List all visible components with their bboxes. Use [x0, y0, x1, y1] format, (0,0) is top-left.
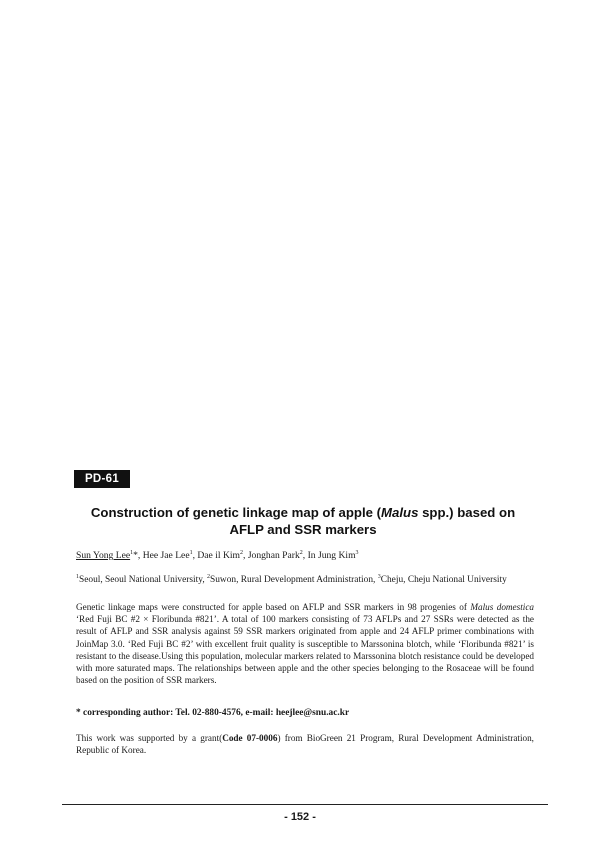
author-list: [76, 550, 359, 562]
author-affil-sup: 2: [240, 550, 244, 556]
author-affil-sup: 3: [355, 550, 359, 556]
author-name: Hee Jae Lee: [142, 550, 190, 561]
grant-code: Code 07-0006: [222, 733, 278, 743]
title-species: Malus: [381, 505, 419, 520]
title-part-2: spp.) based on AFLP and SSR markers: [229, 505, 516, 537]
author-affil-sup: 1: [130, 550, 134, 556]
author-separator: ,: [137, 550, 143, 561]
ack-text-post: ) from BioGreen 21 Program, Rural Development Administration, Republic of Korea.: [76, 733, 534, 756]
poster-id-badge: PD-61: [74, 470, 130, 488]
affiliation-list: [76, 574, 507, 586]
affiliation-sup: 3: [377, 574, 381, 580]
abstract-paragraph: [76, 601, 534, 686]
affiliation-sup: 1: [76, 574, 79, 580]
author-separator: ,: [302, 550, 308, 561]
paper-title: [74, 504, 532, 538]
author-affil-sup: 2: [299, 550, 303, 556]
affiliation-text: Suwon, Rural Development Administration,: [210, 575, 378, 585]
corresponding-author: * corresponding author: Tel. 02-880-4576, e-mail: heejlee@snu.ac.kr: [76, 708, 350, 718]
author-separator: ,: [243, 550, 248, 561]
abstract-text-pre: Genetic linkage maps were constructed for apple based on AFLP and SSR markers in 98 progenies of: [76, 602, 471, 612]
ack-text-pre: This work was supported by a grant(: [76, 733, 223, 743]
affiliation-text: Cheju, Cheju National University: [380, 575, 507, 585]
corresponding-mark: *: [133, 550, 138, 561]
author-separator: ,: [192, 550, 198, 561]
author-name: In Jung Kim: [307, 550, 356, 561]
author-name: Jonghan Park: [247, 550, 300, 561]
title-part-1: Construction of genetic linkage map of apple (: [90, 505, 382, 520]
affiliation-sup: 2: [207, 574, 211, 580]
footer-divider: [62, 804, 548, 805]
author-name: Sun Yong Lee: [76, 550, 131, 561]
affiliation-text: Seoul, Seoul National University,: [79, 575, 208, 585]
page-number: - 152 -: [284, 811, 316, 823]
acknowledgement: [76, 732, 534, 757]
author-name: Dae il Kim: [197, 550, 241, 561]
abstract-text-post: ‘Red Fuji BC #2 × Floribunda #821’. A total of 100 markers consisting of 73 AFLPs and 27 SSRs were detected as the result of AFLP and SSR analysis against 59 SSR markers originated from apple and 24 AFLP primer combinations with JoinMap 3.0. ‘Red Fuji BC #2’ with excellent fruit quality is susceptible to Marssonina blotch, while ‘Floribunda #821’ is resistant to the disease.Using this population, molecular markers related to Marssonina blotch resistance could be developed with more saturated maps. The relationships between apple and the other species belonging to the Rosaceae will be found based on the position of SSR markers.: [76, 614, 534, 686]
author-affil-sup: 1: [189, 550, 193, 556]
abstract-species: Malus domestica: [470, 602, 534, 612]
